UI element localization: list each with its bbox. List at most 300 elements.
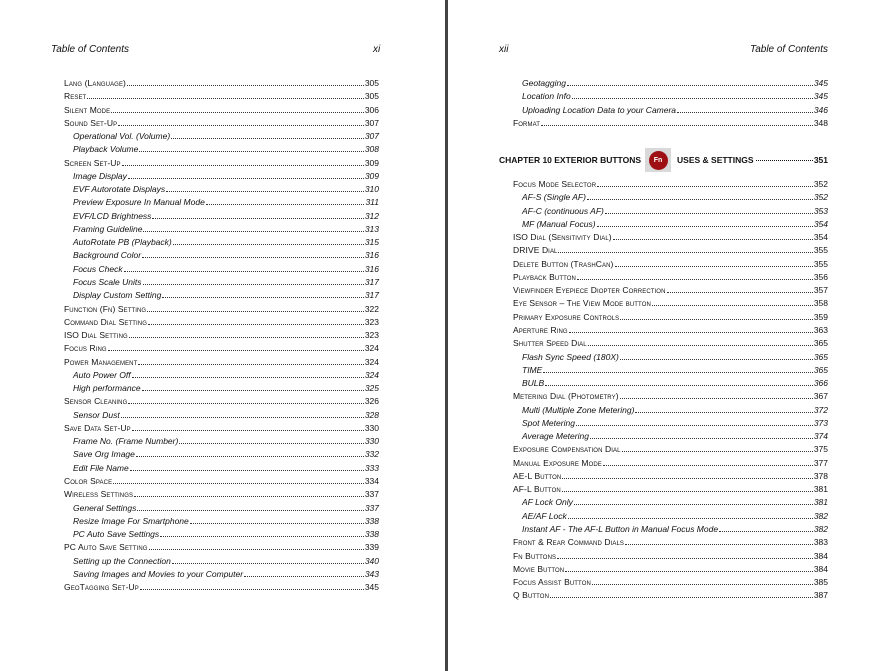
toc-entry-label: Fn Buttons (513, 550, 557, 561)
dot-leader (562, 478, 813, 479)
toc-entry-label: GeoTagging Set-Up (64, 582, 139, 593)
toc-entry-page-number: 345 (813, 91, 828, 102)
toc-entry-label: Manual Exposure Mode (513, 457, 602, 468)
toc-entry[interactable] (64, 528, 379, 541)
dot-leader (576, 425, 813, 426)
toc-entry-label: Q Button (513, 590, 549, 601)
toc-entry-page-number: 309 (364, 157, 379, 168)
dot-leader (122, 165, 364, 166)
toc-entry-page-number: 352 (813, 192, 828, 203)
toc-entry[interactable] (513, 77, 828, 90)
toc-entry-label: Movie Button (513, 563, 565, 574)
toc-entry-label: Metering Dial (Photometry) (513, 391, 619, 402)
toc-entry[interactable] (64, 369, 379, 382)
toc-entry-page-number: 348 (813, 117, 828, 128)
toc-entry-page-number: 367 (813, 391, 828, 402)
toc-entry[interactable] (513, 284, 828, 297)
left-header-page-number: xi (373, 44, 381, 55)
toc-entry-page-number: 323 (364, 316, 379, 327)
chapter-page-number: 351 (813, 155, 828, 166)
toc-entry-page-number: 313 (364, 223, 379, 234)
dot-leader (128, 403, 363, 404)
toc-entry[interactable] (513, 178, 828, 191)
toc-entry-page-number: 332 (364, 449, 379, 460)
toc-entry-label: Focus Mode Selector (513, 179, 597, 190)
toc-entry-label: Shutter Speed Dial (513, 338, 587, 349)
dot-leader (132, 430, 364, 431)
toc-entry[interactable] (64, 448, 379, 461)
dot-leader (128, 178, 364, 179)
toc-entry-page-number: 382 (813, 510, 828, 521)
toc-entry-page-number: 322 (364, 303, 379, 314)
dot-leader (597, 226, 813, 227)
toc-entry[interactable] (513, 191, 828, 204)
toc-entry-page-number: 373 (813, 417, 828, 428)
toc-entry-page-number: 328 (364, 409, 379, 420)
dot-leader (620, 359, 813, 360)
dot-leader (137, 510, 363, 511)
toc-entry-label: Framing Guideline (73, 223, 143, 234)
toc-entry-label: Sound Set-Up (64, 117, 118, 128)
toc-entry-label: Background Color (73, 250, 142, 261)
toc-right-top (513, 77, 828, 130)
toc-entry[interactable] (64, 236, 379, 249)
toc-entry-label: ISO Dial (Sensitivity Dial) (513, 232, 612, 243)
toc-entry-page-number: 381 (813, 497, 828, 508)
toc-entry[interactable] (513, 550, 828, 563)
toc-entry-label: Sensor Dust (73, 409, 120, 420)
toc-entry-label: Function (Fn) Setting (64, 303, 147, 314)
dot-leader (597, 186, 813, 187)
toc-entry-page-number: 372 (813, 404, 828, 415)
dot-leader (130, 470, 364, 471)
toc-entry-label: Saving Images and Movies to your Computer (73, 568, 244, 579)
dot-leader (543, 372, 813, 373)
fn-icon-text: Fn (649, 151, 668, 170)
toc-entry[interactable] (64, 488, 379, 501)
dot-leader (160, 536, 364, 537)
toc-entry-page-number: 352 (813, 179, 828, 190)
toc-entry-page-number: 315 (364, 237, 379, 248)
toc-entry-page-number: 307 (364, 117, 379, 128)
toc-entry-label: Power Management (64, 356, 138, 367)
toc-entry-label: Geotagging (522, 78, 566, 88)
toc-entry-label: Instant AF - The AF-L Button in Manual Focus Mode (522, 523, 719, 534)
toc-entry[interactable] (64, 356, 379, 369)
toc-entry-page-number: 375 (813, 444, 828, 455)
toc-entry-label: BULB (522, 378, 545, 389)
toc-entry-label: Silent Mode (64, 104, 111, 115)
toc-entry[interactable] (513, 523, 828, 536)
dot-leader (127, 85, 364, 86)
toc-entry[interactable] (64, 515, 379, 528)
toc-entry-label: General Settings (73, 502, 137, 513)
toc-entry-label: Flash Sync Speed (180X) (522, 351, 619, 362)
toc-entry[interactable] (64, 342, 379, 355)
dot-leader (557, 558, 813, 559)
toc-entry[interactable] (513, 117, 828, 130)
dot-leader (588, 345, 813, 346)
dot-leader (108, 350, 364, 351)
dot-leader (613, 239, 813, 240)
toc-entry-page-number: 330 (364, 422, 379, 433)
toc-entry[interactable] (64, 170, 379, 183)
dot-leader (136, 456, 364, 457)
toc-entry-page-number: 306 (364, 104, 379, 115)
toc-right-bottom (513, 178, 828, 603)
dot-leader (118, 125, 364, 126)
toc-entry-page-number: 325 (364, 383, 379, 394)
toc-entry-page-number: 356 (813, 271, 828, 282)
toc-entry-page-number: 337 (364, 489, 379, 500)
dot-leader (677, 112, 813, 113)
dot-leader (719, 531, 813, 532)
dot-leader (179, 443, 363, 444)
toc-entry[interactable] (64, 249, 379, 262)
toc-entry-page-number: 330 (364, 436, 379, 447)
toc-entry[interactable] (513, 297, 828, 310)
toc-entry[interactable] (513, 337, 828, 350)
left-header-title: Table of Contents (51, 44, 130, 55)
toc-entry[interactable] (513, 377, 828, 390)
toc-entry-page-number: 317 (364, 290, 379, 301)
dot-leader (603, 465, 813, 466)
toc-entry-page-number: 305 (364, 91, 379, 102)
toc-entry[interactable] (513, 104, 828, 117)
dot-leader (572, 98, 813, 99)
toc-entry-page-number: 353 (813, 205, 828, 216)
toc-entry[interactable] (513, 417, 828, 430)
dot-leader (592, 584, 813, 585)
toc-entry-page-number: 359 (813, 311, 828, 322)
toc-entry-page-number: 326 (364, 396, 379, 407)
toc-entry[interactable] (64, 541, 379, 554)
toc-entry[interactable] (513, 430, 828, 443)
toc-entry-page-number: 308 (364, 144, 379, 155)
toc-entry-page-number: 354 (813, 218, 828, 229)
toc-entry-page-number: 382 (813, 523, 828, 534)
toc-entry-label: PC Auto Save Setting (64, 542, 148, 553)
toc-entry-label: High performance (73, 383, 141, 394)
chapter-10-heading[interactable] (499, 146, 828, 174)
toc-entry-page-number: 340 (364, 555, 379, 566)
dot-leader (541, 125, 813, 126)
toc-entry-label: MF (Manual Focus) (522, 218, 596, 229)
toc-entry-label: AF-S (Single AF) (522, 192, 586, 203)
toc-entry[interactable] (513, 271, 828, 284)
toc-entry-page-number: 337 (364, 502, 379, 513)
dot-leader (139, 151, 363, 152)
toc-entry[interactable] (64, 303, 379, 316)
toc-entry[interactable] (513, 457, 828, 470)
toc-entry[interactable] (513, 311, 828, 324)
dot-leader (574, 504, 813, 505)
toc-entry-label: Color Space (64, 475, 113, 486)
toc-entry-label: TIME (522, 364, 543, 375)
toc-entry[interactable] (513, 90, 828, 103)
toc-entry[interactable] (513, 324, 828, 337)
toc-entry-label: Primary Exposure Controls (513, 311, 620, 322)
dot-leader (166, 191, 364, 192)
dot-leader (87, 98, 364, 99)
dot-leader (577, 279, 813, 280)
dot-leader (147, 311, 364, 312)
toc-entry[interactable] (513, 205, 828, 218)
toc-entry-label: Sensor Cleaning (64, 396, 128, 407)
dot-leader (565, 571, 813, 572)
toc-entry[interactable] (64, 289, 379, 302)
dot-leader (152, 218, 363, 219)
toc-entry-label: Auto Power Off (73, 369, 131, 380)
toc-entry-page-number: 323 (364, 330, 379, 341)
toc-entry-page-number: 334 (364, 475, 379, 486)
toc-entry-page-number: 355 (813, 245, 828, 256)
toc-entry[interactable] (64, 581, 379, 594)
dot-leader (562, 491, 813, 492)
toc-entry-page-number: 345 (364, 582, 379, 593)
dot-leader (652, 305, 813, 306)
toc-entry-label: Eye Sensor – The View Mode button (513, 298, 651, 309)
toc-entry[interactable] (64, 475, 379, 488)
dot-leader (142, 257, 364, 258)
toc-entry-label: Command Dial Setting (64, 316, 148, 327)
dot-leader (605, 213, 813, 214)
dot-leader (622, 451, 813, 452)
toc-entry-label: Location Info (522, 91, 571, 102)
toc-entry[interactable] (64, 462, 379, 475)
toc-entry[interactable] (64, 395, 379, 408)
toc-entry-label: ISO Dial Setting (64, 330, 128, 341)
dot-leader (173, 244, 364, 245)
dot-leader (129, 337, 364, 338)
dot-leader (567, 85, 813, 86)
toc-entry-page-number: 365 (813, 351, 828, 362)
dot-leader (620, 398, 813, 399)
toc-entry[interactable] (513, 483, 828, 496)
toc-entry-label: AF-L Button (513, 484, 561, 495)
dot-leader (756, 160, 813, 161)
fn-button-icon (645, 148, 671, 172)
dot-leader (615, 266, 813, 267)
toc-entry[interactable] (64, 210, 379, 223)
toc-right-list (499, 77, 828, 603)
right-header-title: Table of Contents (750, 44, 829, 55)
toc-entry-page-number: 387 (813, 590, 828, 601)
toc-entry[interactable] (64, 329, 379, 342)
toc-entry-page-number: 338 (364, 515, 379, 526)
toc-entry-page-number: 385 (813, 577, 828, 588)
toc-entry[interactable] (513, 244, 828, 257)
dot-leader (190, 523, 364, 524)
toc-entry[interactable] (513, 443, 828, 456)
toc-entry-page-number: 307 (364, 131, 379, 142)
dot-leader (162, 297, 363, 298)
toc-entry[interactable] (64, 263, 379, 276)
toc-entry-label: AE-L Button (513, 470, 562, 481)
toc-entry[interactable] (64, 409, 379, 422)
left-page (0, 0, 446, 671)
toc-entry[interactable] (513, 351, 828, 364)
dot-leader (138, 364, 363, 365)
toc-entry-label: DRIVE Dial (513, 245, 558, 256)
toc-entry-page-number: 358 (813, 298, 828, 309)
toc-entry-label: AF-C (continuous AF) (522, 205, 604, 216)
toc-entry-label: Focus Assist Button (513, 577, 591, 588)
toc-entry-page-number: 324 (364, 356, 379, 367)
toc-entry-label: Playback Volume (73, 144, 139, 155)
dot-leader (545, 385, 813, 386)
toc-entry[interactable] (513, 404, 828, 417)
toc-entry[interactable] (64, 143, 379, 156)
toc-entry[interactable] (513, 576, 828, 589)
toc-entry-label: Operational Vol. (Volume) (73, 131, 171, 142)
toc-left-list (64, 77, 379, 594)
right-header-page-number: xii (499, 44, 509, 55)
toc-entry-page-number: 343 (364, 568, 379, 579)
toc-entry[interactable] (64, 223, 379, 236)
toc-entry-label: Display Custom Setting (73, 290, 162, 301)
toc-entry-page-number: 346 (813, 104, 828, 115)
toc-entry[interactable] (64, 196, 379, 209)
toc-entry-label: Preview Exposure In Manual Mode (73, 197, 205, 208)
dot-leader (635, 412, 812, 413)
toc-entry-label: Edit File Name (73, 462, 129, 473)
toc-entry-page-number: 363 (813, 324, 828, 335)
toc-entry[interactable] (513, 589, 828, 602)
dot-leader (113, 483, 364, 484)
toc-entry[interactable] (513, 470, 828, 483)
toc-entry[interactable] (513, 364, 828, 377)
toc-entry[interactable] (513, 258, 828, 271)
toc-entry-page-number: 378 (813, 470, 828, 481)
toc-entry[interactable] (64, 502, 379, 515)
toc-entry-label: Spot Metering (522, 417, 575, 428)
toc-entry[interactable] (64, 117, 379, 130)
toc-entry-page-number: 312 (364, 210, 379, 221)
toc-entry-label: Playback Button (513, 271, 576, 282)
toc-entry[interactable] (64, 568, 379, 581)
dot-leader (172, 563, 364, 564)
toc-entry[interactable] (64, 435, 379, 448)
toc-entry[interactable] (64, 90, 379, 103)
toc-entry-page-number: 345 (813, 78, 828, 88)
toc-entry-label: Save Data Set-Up (64, 422, 131, 433)
toc-entry-page-number: 338 (364, 529, 379, 540)
dot-leader (121, 417, 364, 418)
toc-entry-label: AF Lock Only (522, 497, 573, 508)
toc-entry-page-number: 374 (813, 431, 828, 442)
toc-entry-label: Lang (Language) (64, 78, 126, 88)
toc-entry-page-number: 333 (364, 462, 379, 473)
toc-entry-label: EVF Autorotate Displays (73, 184, 166, 195)
toc-entry-page-number: 384 (813, 550, 828, 561)
toc-entry[interactable] (513, 496, 828, 509)
toc-entry-page-number: 324 (364, 343, 379, 354)
toc-entry-label: Uploading Location Data to your Camera (522, 104, 677, 115)
toc-entry[interactable] (64, 77, 379, 90)
dot-leader (124, 271, 364, 272)
toc-entry-label: Resize Image For Smartphone (73, 515, 189, 526)
dot-leader (148, 324, 364, 325)
toc-entry[interactable] (64, 382, 379, 395)
toc-entry[interactable] (64, 555, 379, 568)
toc-entry-label: Exposure Compensation Dial (513, 444, 621, 455)
toc-entry-page-number: 366 (813, 378, 828, 389)
toc-entry-label: Focus Scale Units (73, 276, 142, 287)
toc-entry-page-number: 324 (364, 369, 379, 380)
toc-entry-label: Front & Rear Command Dials (513, 537, 624, 548)
toc-entry[interactable] (513, 231, 828, 244)
toc-entry-label: Setting up the Connection (73, 555, 171, 566)
dot-leader (558, 252, 812, 253)
toc-entry-page-number: 311 (365, 197, 379, 208)
dot-leader (142, 390, 364, 391)
toc-entry-page-number: 381 (813, 484, 828, 495)
toc-entry[interactable] (513, 390, 828, 403)
toc-entry[interactable] (64, 316, 379, 329)
toc-entry-page-number: 377 (813, 457, 828, 468)
toc-entry-page-number: 316 (364, 263, 379, 274)
toc-entry[interactable] (64, 276, 379, 289)
dot-leader (111, 112, 364, 113)
toc-entry[interactable] (513, 218, 828, 231)
toc-entry-page-number: 357 (813, 285, 828, 296)
dot-leader (568, 518, 813, 519)
toc-entry-label: Wireless Settings (64, 489, 134, 500)
toc-entry[interactable] (64, 183, 379, 196)
dot-leader (569, 332, 813, 333)
chapter-label-after: USES & SETTINGS (677, 155, 754, 166)
dot-leader (143, 284, 364, 285)
dot-leader (140, 589, 364, 590)
right-page (448, 0, 895, 671)
toc-entry-label: Save Org Image (73, 449, 135, 460)
toc-entry-label: EVF/LCD Brightness (73, 210, 152, 221)
dot-leader (550, 597, 813, 598)
toc-entry-page-number: 309 (364, 170, 379, 181)
dot-leader (132, 377, 364, 378)
toc-entry-label: Delete Button (TrashCan) (513, 258, 614, 269)
toc-entry-page-number: 365 (813, 338, 828, 349)
toc-entry-page-number: 310 (364, 184, 379, 195)
toc-entry-label: Screen Set-Up (64, 157, 121, 168)
toc-entry-label: Frame No. (Frame Number) (73, 436, 179, 447)
toc-entry-label: PC Auto Save Settings (73, 529, 160, 540)
toc-entry[interactable] (64, 130, 379, 143)
toc-entry-page-number: 339 (364, 542, 379, 553)
toc-entry[interactable] (513, 510, 828, 523)
toc-entry[interactable] (513, 536, 828, 549)
toc-entry-label: Multi (Multiple Zone Metering) (522, 404, 635, 415)
dot-leader (143, 231, 363, 232)
toc-entry-label: Viewfinder Eyepiece Diopter Correction (513, 285, 666, 296)
dot-leader (206, 204, 365, 205)
dot-leader (244, 576, 364, 577)
toc-entry-label: Format (513, 117, 541, 128)
toc-entry[interactable] (64, 422, 379, 435)
toc-entry-page-number: 355 (813, 258, 828, 269)
toc-entry[interactable] (513, 563, 828, 576)
dot-leader (171, 138, 364, 139)
toc-entry-page-number: 316 (364, 250, 379, 261)
toc-entry[interactable] (64, 157, 379, 170)
toc-entry-label: Average Metering (522, 431, 589, 442)
toc-entry-label: Aperture Ring (513, 324, 568, 335)
toc-entry[interactable] (64, 104, 379, 117)
toc-entry-page-number: 305 (364, 78, 379, 88)
toc-entry-label: AE/AF Lock (522, 510, 567, 521)
toc-entry-label: Focus Check (73, 263, 123, 274)
